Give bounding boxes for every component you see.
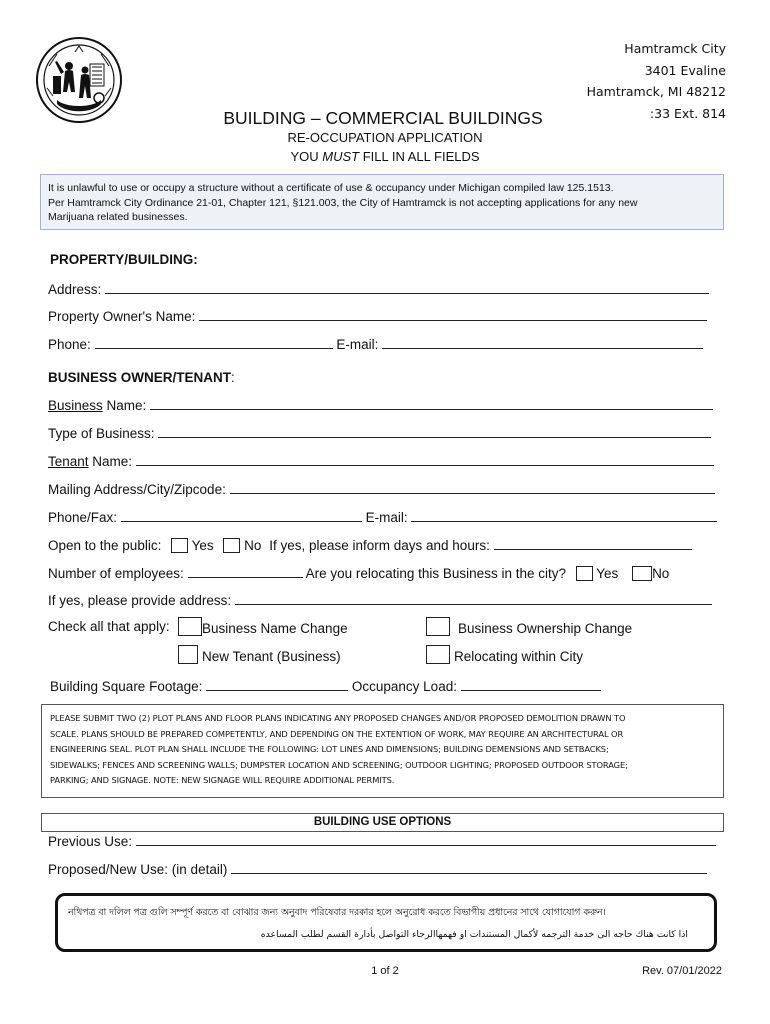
proposed-use-row: Proposed/New Use: (in detail) xyxy=(48,861,707,877)
revision-date: Rev. 07/01/2022 xyxy=(642,965,722,977)
ownership-change-checkbox[interactable] xyxy=(426,617,450,636)
plans-line-2: SCALE. PLANS SHOULD BE PREPARED COMPETENTLY, AND DEPENDING ON THE EXTENTION OF WORK, MAY REQUIRE AN ARCHITECTURAL OR xyxy=(50,728,624,739)
business-email-field[interactable] xyxy=(411,509,717,522)
property-phone-field[interactable] xyxy=(95,336,333,349)
address-line-phone: :33 Ext. 814 xyxy=(649,105,726,121)
relocation-address-row: If yes, please provide address: xyxy=(48,592,712,608)
property-address-field[interactable] xyxy=(105,281,709,294)
plans-instructions-box xyxy=(41,704,724,798)
open-no-checkbox[interactable] xyxy=(223,538,240,553)
tenant-name-row: Tenant Name: xyxy=(48,453,714,469)
building-use-heading: BUILDING USE OPTIONS xyxy=(41,813,724,832)
phone-fax-field[interactable] xyxy=(121,509,362,522)
mailing-address-field[interactable] xyxy=(230,481,715,494)
employees-field[interactable] xyxy=(188,565,303,578)
previous-use-row: Previous Use: xyxy=(48,833,716,849)
bengali-notice: নথিপত্র বা দলিল পত্র গুলি সম্পূর্ণ করতে বা বোঝার জন্য অনুবাদ পরিষেবার দরকার হলে অনুরোধ করতে বিভাগীয় প্রধানের সাথে যোগাযোগ করুন। xyxy=(68,907,606,918)
relocating-no-checkbox[interactable] xyxy=(632,566,652,581)
open-yes-checkbox[interactable] xyxy=(171,538,188,553)
square-footage-field[interactable] xyxy=(206,678,348,691)
property-owner-field[interactable] xyxy=(199,308,707,321)
notice-line-1: It is unlawful to use or occupy a structure without a certificate of use & occupancy under Michigan compiled law 125.1513. xyxy=(48,182,614,194)
notice-line-3: Marijuana related businesses. xyxy=(48,211,188,223)
business-name-field[interactable] xyxy=(150,397,713,410)
plans-line-3: ENGINEERING SEAL. PLOT PLAN SHALL INCLUDE THE FOLLOWING: LOT LINES AND DIMENSIONS; BUILDING DEMENSIONS AND SETBACKS; xyxy=(50,744,609,754)
plans-line-4: SIDEWALKS; FENCES AND SCREENING WALLS; DUMPSTER LOCATION AND SCREENING; OUTDOOR LIGHTING; PROPOSED OUTDOOR STORAGE; xyxy=(50,759,628,770)
page-title: BUILDING – COMMERCIAL BUILDINGS xyxy=(223,108,543,128)
business-section-heading: BUSINESS OWNER/TENANT: xyxy=(48,370,235,385)
property-address-row: Address: xyxy=(48,281,709,297)
open-public-row: Open to the public: Yes No If yes, please inform days and hours: xyxy=(48,537,692,553)
previous-use-field[interactable] xyxy=(136,833,716,846)
business-name-row: Business Name: xyxy=(48,397,713,413)
business-type-row: Type of Business: xyxy=(48,425,711,441)
square-footage-row: Building Square Footage: Occupancy Load: xyxy=(50,678,601,694)
relocation-address-field[interactable] xyxy=(235,592,712,605)
occupancy-load-field[interactable] xyxy=(461,678,601,691)
business-contact-row: Phone/Fax: E-mail: xyxy=(48,509,717,525)
days-hours-field[interactable] xyxy=(494,537,692,550)
legal-notice-box xyxy=(40,174,724,230)
translation-notice-box xyxy=(55,893,717,952)
plans-line-5: PARKING; AND SIGNAGE. NOTE: NEW SIGNAGE WILL REQUIRE ADDITIONAL PERMITS. xyxy=(50,775,395,785)
property-contact-row: Phone: E-mail: xyxy=(48,336,703,352)
page-number: 1 of 2 xyxy=(371,965,399,977)
option-ownership-change: Business Ownership Change xyxy=(426,617,632,636)
new-tenant-checkbox[interactable] xyxy=(178,645,198,664)
address-line-city: Hamtramck City xyxy=(624,41,726,56)
tenant-name-field[interactable] xyxy=(136,453,714,466)
mailing-address-row: Mailing Address/City/Zipcode: xyxy=(48,481,715,497)
address-line-state: Hamtramck, MI 48212 xyxy=(586,84,726,99)
option-new-tenant: New Tenant (Business) xyxy=(178,645,341,664)
address-line-street: 3401 Evaline xyxy=(644,62,726,78)
must-fill-notice: YOU MUST FILL IN ALL FIELDS xyxy=(290,149,480,164)
relocating-yes-checkbox[interactable] xyxy=(576,566,593,581)
relocating-within-checkbox[interactable] xyxy=(426,645,450,664)
property-owner-row: Property Owner's Name: xyxy=(48,308,707,324)
plans-line-1: PLEASE SUBMIT TWO (2) PLOT PLANS AND FLOOR PLANS INDICATING ANY PROPOSED CHANGES AND/OR PROPOSED DEMOLITION DRAWN TO xyxy=(50,713,626,723)
name-change-checkbox[interactable] xyxy=(178,617,202,636)
property-email-field[interactable] xyxy=(382,336,703,349)
option-name-change: Business Name Change xyxy=(178,617,348,636)
employees-row: Number of employees: Are you relocating this Business in the city? Yes No xyxy=(48,566,670,581)
arabic-notice: اذا كانت هناك حاجه الى خدمة الترجمه لأكمال المستندات او فهمهاالرجاء التواصل بأدارة القسم لطلب المساعده xyxy=(260,929,688,940)
proposed-use-field[interactable] xyxy=(231,861,707,874)
property-section-heading: PROPERTY/BUILDING: xyxy=(50,252,198,267)
page-subtitle: RE-OCCUPATION APPLICATION xyxy=(287,130,483,145)
option-relocating: Relocating within City xyxy=(426,645,583,664)
check-all-label: Check all that apply: xyxy=(48,619,170,634)
notice-line-2: Per Hamtramck City Ordinance 21-01, Chapter 121, §121.003, the City of Hamtramck is not accepting applications for any new xyxy=(48,196,638,209)
business-type-field[interactable] xyxy=(158,425,711,438)
